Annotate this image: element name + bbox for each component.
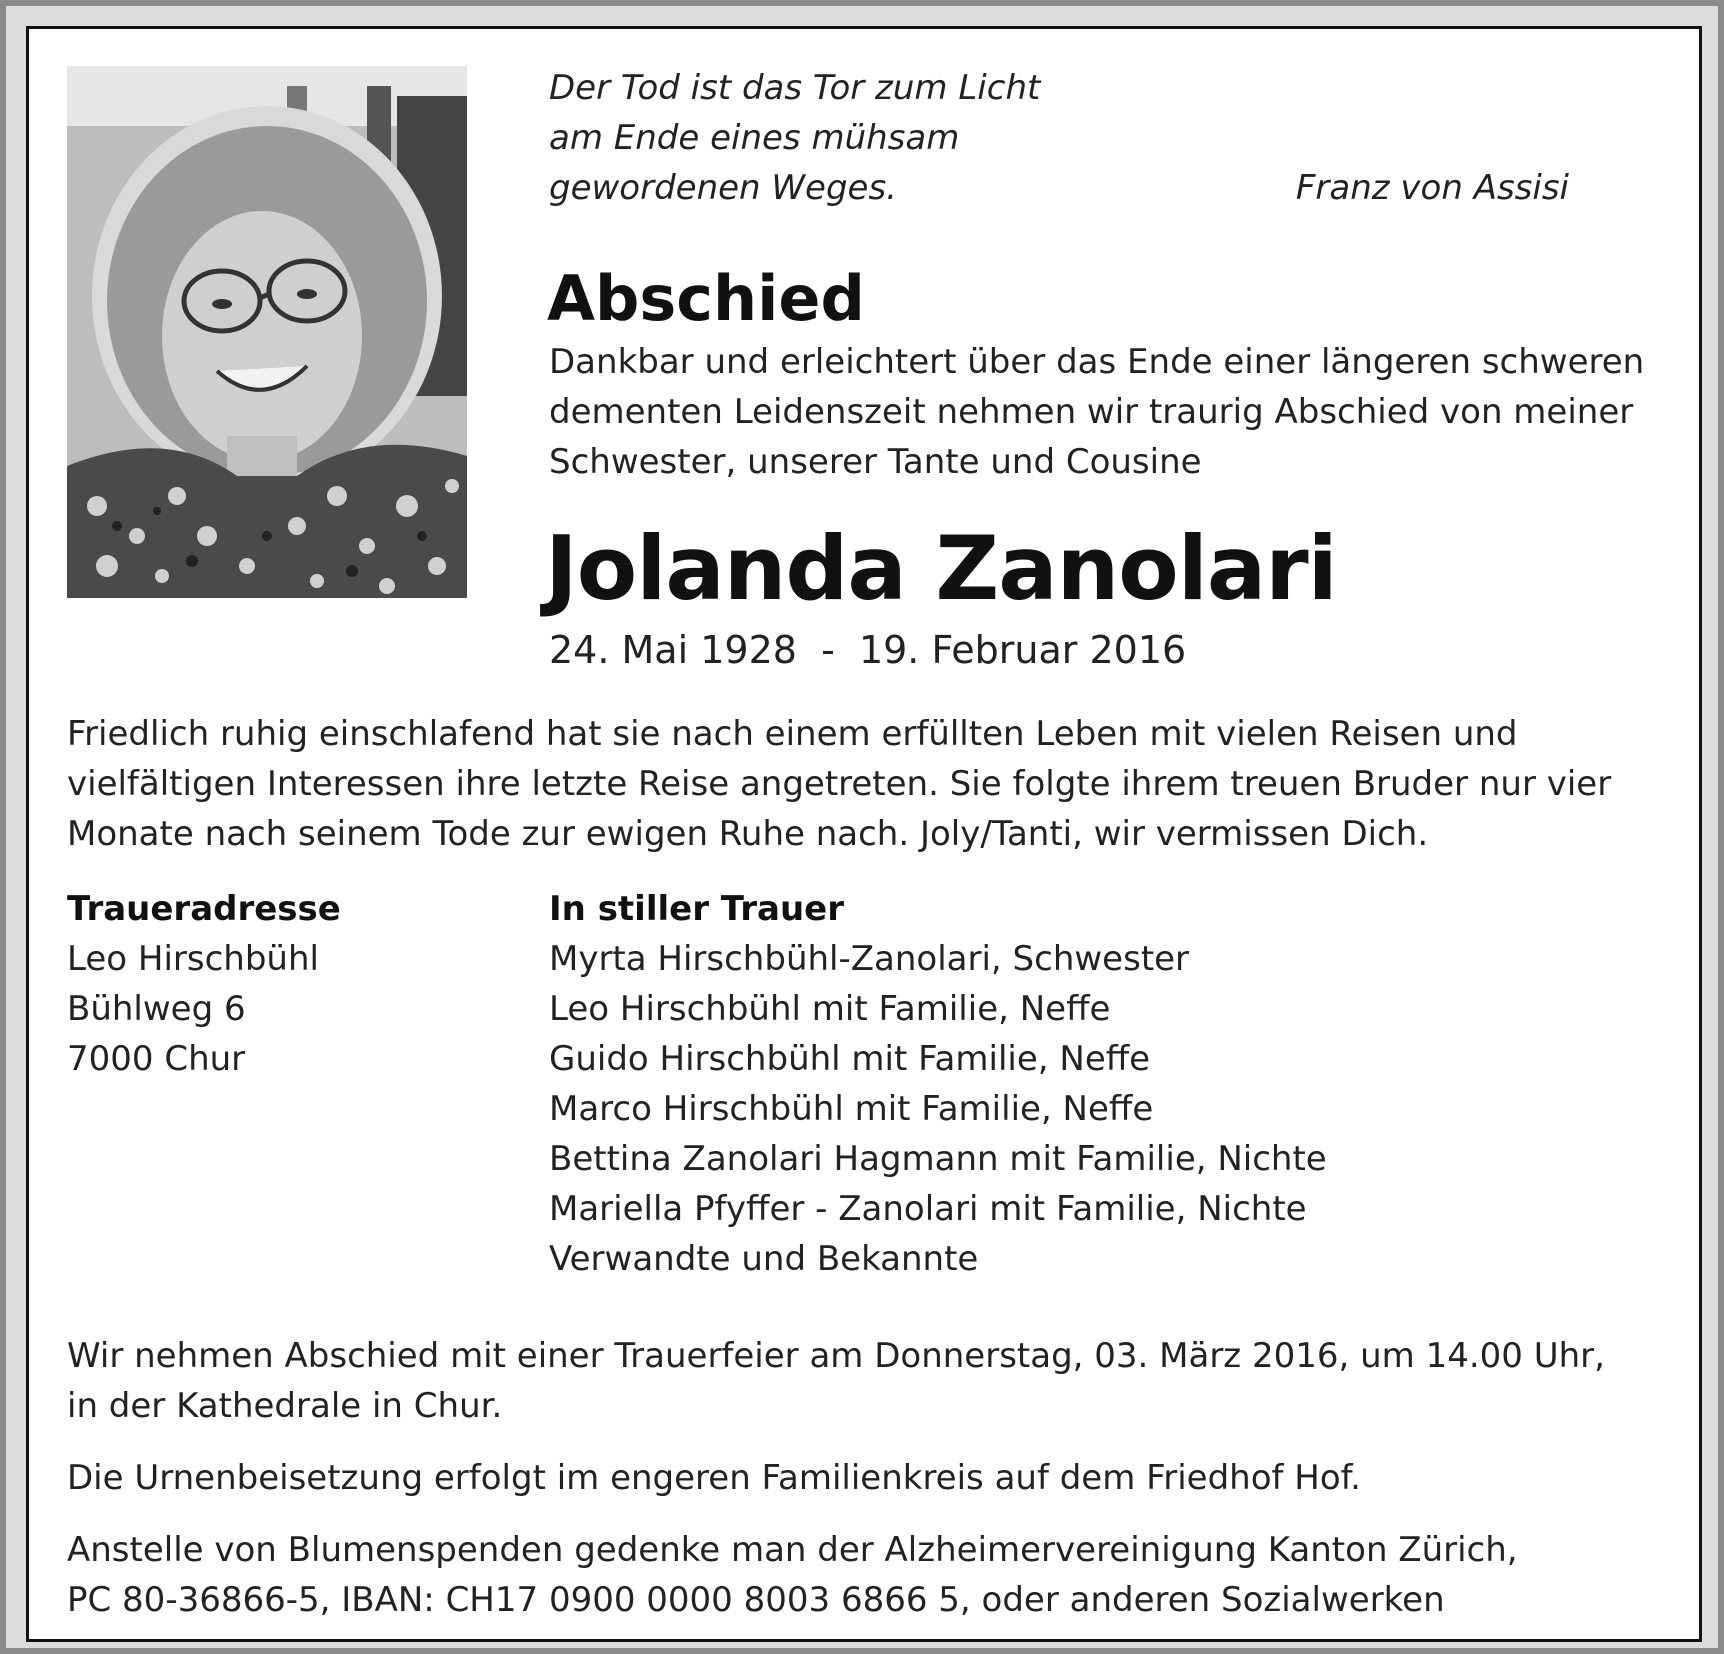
intro-text	[549, 337, 1669, 487]
life-dates: 24. Mai 1928 - 19. Februar 2016	[549, 628, 1187, 672]
body-line: Friedlich ruhig einschlafend hat sie nach einem erfüllten Leben mit vielen Reisen und	[67, 714, 1518, 754]
quote-line: Der Tod ist das Tor zum Licht	[549, 68, 1041, 108]
portrait-photo	[67, 66, 467, 598]
mourner-line: Mariella Pfyffer - Zanolari mit Familie, Nichte	[549, 1189, 1307, 1229]
address-line: Bühlweg 6	[67, 989, 246, 1029]
deceased-name: Jolanda Zanolari	[545, 517, 1337, 620]
mourner-line: Verwandte und Bekannte	[549, 1239, 979, 1279]
intro-line: Schwester, unserer Tante und Cousine	[549, 442, 1202, 482]
donation-info	[67, 1525, 1667, 1625]
ceremony-info	[67, 1331, 1667, 1431]
mourner-line: Myrta Hirschbühl-Zanolari, Schwester	[549, 939, 1190, 979]
notice-footer	[67, 1331, 1667, 1625]
obituary-notice	[26, 26, 1702, 1642]
address-heading: Traueradresse	[67, 889, 341, 929]
address-line: 7000 Chur	[67, 1039, 246, 1079]
burial-line: Die Urnenbeisetzung erfolgt im engeren Familienkreis auf dem Friedhof Hof.	[67, 1458, 1361, 1498]
donation-line: Anstelle von Blumenspenden gedenke man der Alzheimervereinigung Kanton Zürich,	[67, 1530, 1518, 1570]
epigraph-quote	[549, 63, 1040, 213]
body-line: Monate nach seinem Tode zur ewigen Ruhe nach. Joly/Tanti, wir vermissen Dich.	[67, 814, 1429, 854]
mourner-line: Marco Hirschbühl mit Familie, Neffe	[549, 1089, 1154, 1129]
mourners-heading: In stiller Trauer	[549, 889, 845, 929]
quote-author: Franz von Assisi	[1295, 168, 1569, 208]
address-line: Leo Hirschbühl	[67, 939, 319, 979]
burial-info	[67, 1453, 1667, 1503]
body-line: vielfältigen Interessen ihre letzte Reise angetreten. Sie folgte ihrem treuen Bruder nur vier	[67, 764, 1612, 804]
mourner-line: Guido Hirschbühl mit Familie, Neffe	[549, 1039, 1151, 1079]
quote-line: am Ende eines mühsam	[549, 118, 960, 158]
donation-line: PC 80-36866-5, IBAN: CH17 0900 0000 8003 6866 5, oder anderen Sozialwerken	[67, 1580, 1445, 1620]
mourning-address	[67, 884, 341, 1084]
intro-line: dementen Leidenszeit nehmen wir traurig Abschied von meiner	[549, 392, 1634, 432]
quote-line: gewordenen Weges.	[549, 168, 897, 208]
body-paragraph	[67, 709, 1667, 859]
ceremony-line: Wir nehmen Abschied mit einer Trauerfeier am Donnerstag, 03. März 2016, um 14.00 Uhr,	[67, 1336, 1605, 1376]
mourner-line: Leo Hirschbühl mit Familie, Neffe	[549, 989, 1111, 1029]
mourner-line: Bettina Zanolari Hagmann mit Familie, Nichte	[549, 1139, 1327, 1179]
notice-heading: Abschied	[547, 262, 865, 335]
page-background	[6, 6, 1718, 1648]
mourners-list	[549, 884, 1327, 1284]
ceremony-line: in der Kathedrale in Chur.	[67, 1386, 503, 1426]
intro-line: Dankbar und erleichtert über das Ende einer längeren schweren	[549, 342, 1645, 382]
